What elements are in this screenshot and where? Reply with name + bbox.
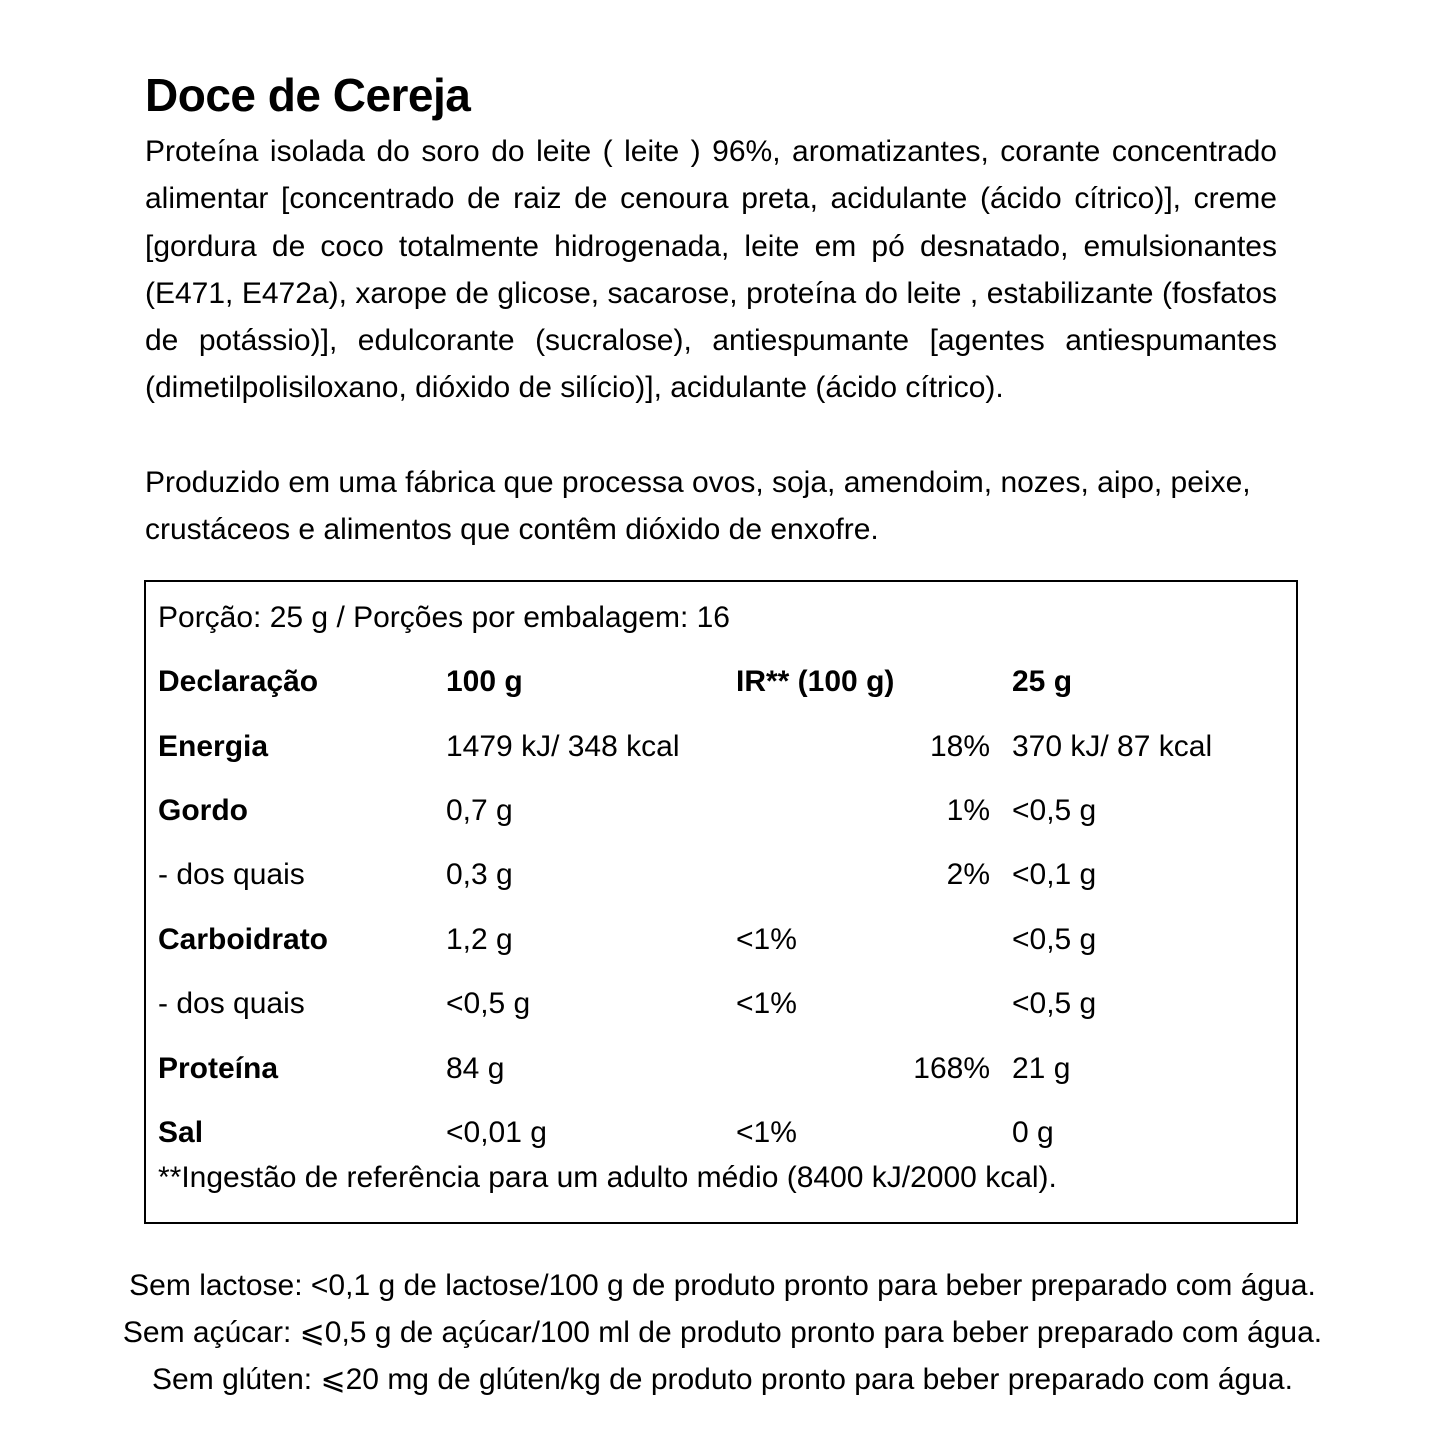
nutrition-row-saturates — [158, 843, 1278, 907]
value-per-100g: 1479 kJ/ 348 kcal — [446, 729, 680, 763]
value-reference-intake: <1% — [736, 1115, 797, 1149]
header-per-100g: 100 g — [446, 665, 523, 699]
gluten-free-claim: Sem glúten: ⩽20 mg de glúten/kg de produto pronto para beber preparado com água. — [152, 1363, 1293, 1396]
nutrient-name: - dos quais — [158, 987, 305, 1021]
nutrient-name: Sal — [158, 1115, 204, 1149]
dietary-claims — [0, 1262, 1445, 1403]
product-title: Doce de Cereja — [145, 69, 471, 121]
value-per-25g: 0 g — [1012, 1115, 1054, 1149]
nutrition-row-protein — [158, 1036, 1278, 1100]
header-per-25g: 25 g — [1012, 665, 1073, 699]
value-per-100g: 0,3 g — [446, 858, 513, 892]
allergen-facility-note: Produzido em uma fábrica que processa ovos, soja, amendoim, nozes, aipo, peixe, crustáceos e alimentos que contêm dióxido de enxofre. — [145, 466, 1251, 547]
nutrition-row-sugars — [158, 972, 1278, 1036]
nutrition-row-energy — [158, 714, 1278, 778]
nutrient-name: Gordo — [158, 793, 248, 827]
value-reference-intake: 1% — [946, 793, 990, 827]
value-per-100g: <0,5 g — [446, 987, 531, 1021]
header-reference-intake: IR** (100 g) — [736, 665, 895, 699]
nutrient-name: Carboidrato — [158, 922, 329, 956]
value-per-25g: <0,5 g — [1012, 793, 1097, 827]
value-reference-intake: <1% — [736, 987, 797, 1021]
nutrient-name: Proteína — [158, 1051, 279, 1085]
nutrition-row-fat — [158, 779, 1278, 843]
value-per-25g: <0,5 g — [1012, 922, 1097, 956]
nutrition-grid — [158, 650, 1278, 1165]
value-per-100g: 1,2 g — [446, 922, 513, 956]
sugar-free-claim: Sem açúcar: ⩽0,5 g de açúcar/100 ml de produto pronto para beber preparado com água. — [122, 1316, 1323, 1349]
value-per-100g: 0,7 g — [446, 793, 513, 827]
value-per-100g: 84 g — [446, 1051, 505, 1085]
value-reference-intake: 18% — [929, 729, 990, 763]
value-reference-intake: 168% — [913, 1051, 990, 1085]
nutrient-name: - dos quais — [158, 858, 305, 892]
value-per-25g: <0,5 g — [1012, 987, 1097, 1021]
nutrition-header-row — [158, 650, 1278, 714]
nutrition-row-carbohydrate — [158, 908, 1278, 972]
value-reference-intake: <1% — [736, 922, 797, 956]
nutrition-facts-table — [144, 580, 1298, 1224]
lactose-free-claim: Sem lactose: <0,1 g de lactose/100 g de produto pronto para beber preparado com água. — [129, 1269, 1316, 1302]
value-per-25g: 21 g — [1012, 1051, 1071, 1085]
reference-intake-footnote: **Ingestão de referência para um adulto médio (8400 kJ/2000 kcal). — [158, 1161, 1057, 1194]
nutrient-name: Energia — [158, 729, 269, 763]
value-reference-intake: 2% — [946, 858, 990, 892]
value-per-25g: <0,1 g — [1012, 858, 1097, 892]
header-declaration: Declaração — [158, 665, 319, 699]
ingredients-list: Proteína isolada do soro do leite ( leite ) 96%, aromatizantes, corante concentrado alimentar [concentrado de raiz de cenoura preta, acidulante (ácido cítrico)], creme [gordura de coco totalmente hidrogenada, leite em pó desnatado, emulsionantes (E471, E472a), xarope de glicose, sacarose, proteína do leite , estabilizante (fosfatos de potássio)], edulcorante (sucralose), antiespumante [agentes antiespumantes (dimetilpolisiloxano, dióxido de silício)], acidulante (ácido cítrico). — [145, 135, 1277, 405]
value-per-100g: <0,01 g — [446, 1115, 547, 1149]
portion-info: Porção: 25 g / Porções por embalagem: 16 — [158, 601, 730, 634]
value-per-25g: 370 kJ/ 87 kcal — [1012, 729, 1213, 763]
